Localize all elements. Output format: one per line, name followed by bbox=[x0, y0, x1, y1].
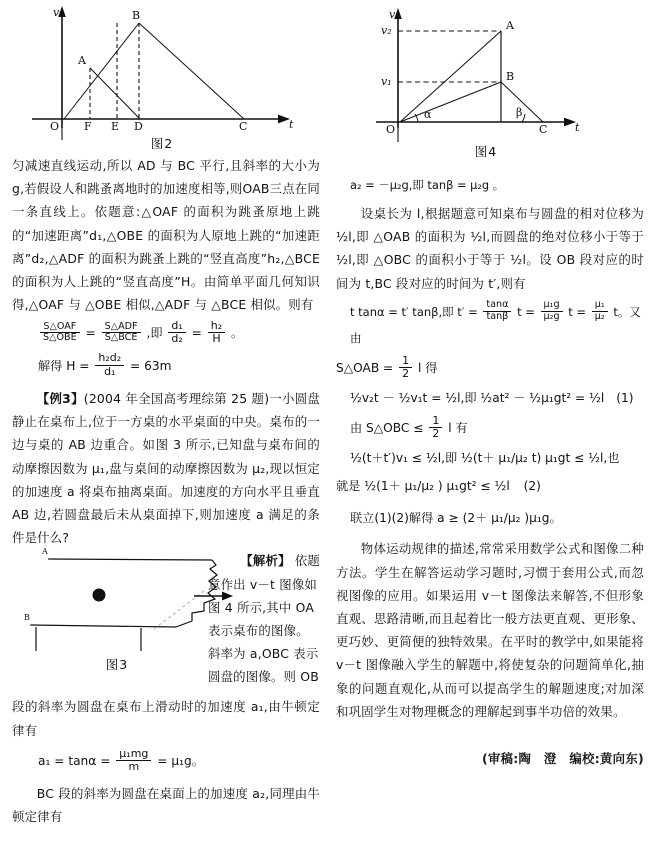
analysis-sidenote bbox=[208, 549, 320, 688]
equation-s-obc-lead bbox=[336, 415, 644, 441]
ratio-tail-label: ,即 bbox=[146, 326, 163, 341]
s-obc-prefix: 由 S△OBC ≤ bbox=[350, 421, 424, 436]
fraction-mu1g-over-mu2g: $\frac{\text{μ₁g}}{\text{μ₂g}}$ bbox=[541, 300, 563, 322]
t-eq-part3: t = bbox=[568, 304, 587, 319]
figure-4-point-c: C bbox=[539, 123, 548, 136]
solve-suffix: = 63m bbox=[130, 358, 172, 373]
ratio-tail-equals: = bbox=[191, 326, 202, 341]
equation-3-final: 联立(1)(2)解得 a ≥ (2＋ μ₁/μ₂ )μ₁g。 bbox=[350, 511, 562, 526]
figure-2-x-axis-label: t bbox=[289, 118, 294, 131]
analysis-line-4: 斜率为 a,OBC 表示 bbox=[208, 646, 319, 662]
example-3-block bbox=[12, 387, 320, 549]
equation-2-line-1: ½(t＋t′)v₁ ≤ ½l,即 ½(t＋ μ₁/μ₂ t) μ₁gt ≤ ½l,也 bbox=[350, 451, 620, 466]
figure-4-angle-alpha: α bbox=[424, 108, 432, 121]
figure-2-caption: 图2 bbox=[150, 136, 174, 151]
figure-3-and-analysis bbox=[12, 547, 320, 685]
equation-2-line-2 bbox=[336, 473, 644, 499]
figure-2-y-axis-label: v bbox=[53, 6, 60, 19]
figure-3-caption: 图3 bbox=[105, 657, 129, 673]
ratio-end-punct: 。 bbox=[231, 326, 244, 341]
fraction-s-oaf-over-s-obe: $\frac{\text{S△OAF}}{\text{S△OBE}}$ bbox=[40, 322, 80, 344]
fraction-s-adf-over-s-bce: $\frac{\text{S△ADF}}{\text{S△BCE}}$ bbox=[102, 322, 141, 344]
equation-1-number: (1) bbox=[616, 391, 634, 406]
figure-4-point-a: A bbox=[506, 19, 514, 32]
analysis-line-1: 意作出 v－t 图像如 bbox=[208, 576, 318, 592]
figure-3-label-b: B bbox=[24, 613, 30, 623]
figure-3-label-a: A bbox=[42, 547, 48, 557]
left-paragraph-1: 匀减速直线运动,所以 AD 与 BC 平行,且斜率的大小为g,若假设人和跳蚤离地时的加速度相等,则OAB三点在同一条直线上。依题意:△OAF 的面积为跳蚤原地上跳的“加速距离”d₁,△OBE 的面积为人原地上跳的“加速距离”d₂,△ADF 的面积为跳蚤上跳的“竖直高度”h₂,△BCE 的面积为人上跳的“竖直高度”H。由简单平面几何知识得,△OAF 与 △OBE 相似,△ADF 与 △BCE 相似。则有 bbox=[12, 158, 320, 313]
t-eq-part2: t = bbox=[517, 304, 535, 319]
figure-4-point-b: B bbox=[506, 70, 515, 83]
right-paragraph-final: 物体运动规律的描述,常常采用数学公式和图像二种方法。学生在解答运动学习题时,习惯于套用公式,而忽视图像的应用。如果运用 v－t 图像法来解答,不但形象直观、思路清晰,而且起着比一般方法更直观、更形象、更巧妙、更简便的独特效果。在平时的教学中,如果能将 v－t 图像融入学生的解题中,将使复杂的问题简单化,抽象的问题直观化,从而可以提高学生的解题速度;对加深和巩固学生对物理概念的理解起到事半功倍的效果。 bbox=[336, 541, 644, 719]
example-3-body: (2004 年全国高考理综第 25 题)一小圆盘静止在桌布上,位于一方桌的水平桌面的中央。桌布的一边与桌的 AB 边重合。如图 3 所示,已知盘与桌布间的动摩擦因数为 μ₁,盘与桌间的动摩擦因数为 μ₂,现以恒定的加速度 a 将桌布抽离桌面。加速度的方向水平且垂直 AB 边,若圆盘最后未从桌面掉下,则加速度 a 满足的条件是什么? bbox=[12, 391, 320, 546]
figure-4-origin-label: O bbox=[386, 123, 396, 136]
fraction-mu1mg-over-m: $\frac{\text{μ₁mg}}{m}$ bbox=[116, 748, 151, 774]
left-column bbox=[12, 0, 320, 845]
equation-t-prime bbox=[336, 299, 644, 351]
ratio-equals-sign: = bbox=[85, 326, 96, 341]
equation-2-number: (2) bbox=[523, 479, 541, 494]
fraction-one-half-a: $\frac{1}{2}$ bbox=[399, 355, 412, 381]
fraction-tana-over-tanb: $\frac{\tan\alpha}{\tan\beta}$ bbox=[483, 300, 511, 322]
figure-2 bbox=[12, 0, 320, 150]
equation-area-ratio bbox=[12, 320, 320, 346]
right-column bbox=[336, 0, 644, 845]
figure-4-svg bbox=[336, 0, 636, 146]
a1-prefix: a₁ = tanα = bbox=[38, 753, 111, 768]
equation-1-body: ½v₂t － ½v₁t = ½l,即 ½at² － ½μ₁gt² = ½l bbox=[350, 391, 605, 406]
fraction-one-half-b: $\frac{1}{2}$ bbox=[429, 415, 442, 441]
figure-2-tick-d: D bbox=[134, 120, 143, 133]
t-eq-part1: t tanα = t′ tanβ,即 t′ = bbox=[350, 304, 478, 319]
analysis-head-line bbox=[208, 549, 320, 572]
equation-1 bbox=[336, 385, 644, 411]
t-eq-part4: t。又由 bbox=[350, 304, 641, 345]
analysis-line-3: 表示桌布的图像。 bbox=[208, 623, 309, 639]
fraction-h2-over-H: $\frac{\text{h₂}}{H}$ bbox=[208, 320, 225, 346]
figure-4 bbox=[336, 0, 644, 172]
a1-suffix: = μ₁g。 bbox=[157, 753, 204, 768]
figure-2-tick-o: O bbox=[50, 120, 60, 133]
figure-2-point-a: A bbox=[78, 54, 86, 67]
figure-4-y-axis-label: v bbox=[389, 8, 396, 21]
figure-4-angle-beta: β bbox=[516, 106, 523, 119]
right-paragraph-1: 设桌长为 l,根据题意可知桌布与圆盘的相对位移为 ½l,即 △OAB 的面积为 ½l,而圆盘的绝对位移小于等于 ½l,即 △OBC 的面积小于等于 ½l。设 OB 段对应的时间为 t,BC 段对应的时间为 t′,则有 bbox=[336, 206, 644, 291]
figure-2-tick-e: E bbox=[111, 120, 120, 133]
analysis-line-5: 圆盘的图像。则 OB bbox=[208, 669, 319, 685]
page-footer-credits: (审稿:陶 澄 编校:黄向东) bbox=[481, 751, 644, 767]
fraction-mu1-over-mu2: $\frac{\text{μ₁}}{\text{μ₂}}$ bbox=[592, 300, 608, 322]
figure-2-svg bbox=[12, 0, 312, 140]
equation-2-body: ½(1＋ μ₁/μ₂ ) μ₁gt² ≤ ½l bbox=[364, 479, 510, 494]
left-paragraph-after-figure-3: 段的斜率为圆盘在桌布上滑动时的加速度 a₁,由牛顿定律有 bbox=[12, 699, 320, 738]
equation-s-oab bbox=[336, 355, 644, 381]
analysis-tag: 【解析】 bbox=[240, 553, 291, 569]
figure-4-value-v1: v₁ bbox=[381, 75, 392, 88]
figure-4-caption: 图4 bbox=[474, 144, 498, 159]
s-obc-suffix: l 有 bbox=[448, 421, 468, 436]
left-paragraph-last: BC 段的斜率为圆盘在桌面上的加速度 a₂,同理由牛顿定律有 bbox=[12, 786, 320, 825]
solve-prefix: 解得 H = bbox=[38, 358, 90, 373]
equation-a1 bbox=[12, 748, 320, 774]
fraction-d1-over-d2: $\frac{\text{d₁}}{\text{d₂}}$ bbox=[168, 320, 185, 346]
figure-2-point-b: B bbox=[132, 9, 141, 22]
figure-2-tick-f: F bbox=[84, 120, 92, 133]
fraction-h2d2-over-d1: $\frac{\text{h₂d₂}}{\text{d₁}}$ bbox=[95, 352, 124, 378]
analysis-line-2: 图 4 所示,其中 OA bbox=[208, 599, 315, 615]
equation-solve-H bbox=[12, 353, 320, 379]
equation-2-prefix: 就是 bbox=[336, 479, 361, 494]
figure-2-tick-c: C bbox=[239, 120, 248, 133]
analysis-lead: 依题 bbox=[294, 553, 320, 569]
s-oab-suffix: l 得 bbox=[418, 360, 438, 375]
example-3-tag: 【例3】 bbox=[36, 391, 84, 407]
s-oab-prefix: S△OAB = bbox=[336, 360, 394, 375]
equation-a2: a₂ = －μ₂g,即 tanβ = μ₂g 。 bbox=[350, 178, 505, 192]
figure-4-x-axis-label: t bbox=[575, 121, 580, 134]
figure-4-value-v2: v₂ bbox=[381, 24, 392, 37]
